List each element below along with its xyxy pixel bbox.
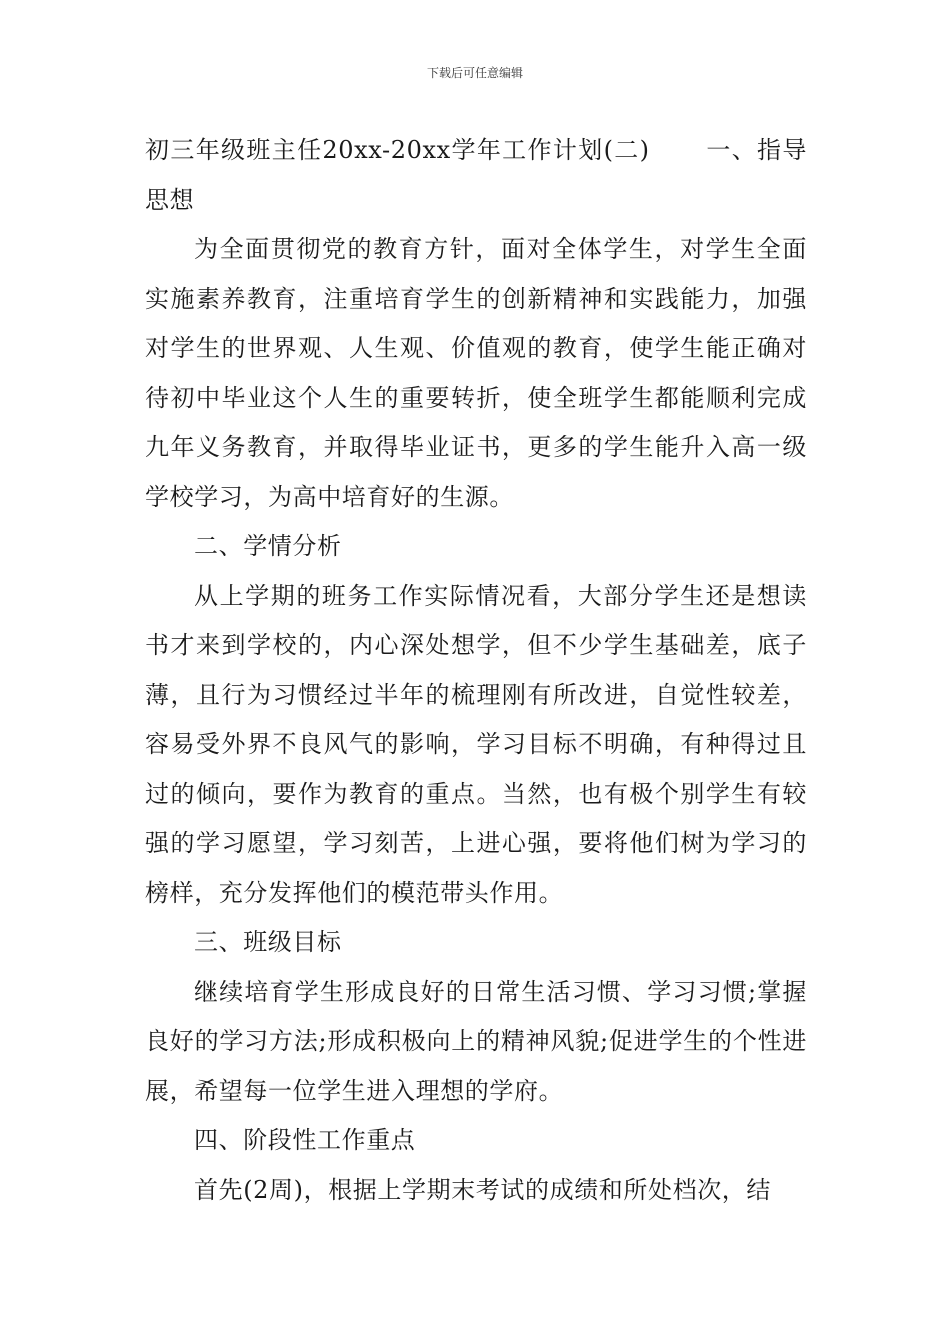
- section-2-heading: 二、学情分析: [194, 532, 342, 560]
- section-4-heading: 四、阶段性工作重点: [194, 1126, 416, 1154]
- document-body: [145, 126, 807, 1215]
- document-title-line: [145, 126, 807, 225]
- page-header: 下载后可任意编辑: [426, 66, 523, 80]
- section-1-paragraph: 为全面贯彻党的教育方针，面对全体学生，对学生全面实施素养教育，注重培育学生的创新精神和实践能力，加强对学生的世界观、人生观、价值观的教育，使学生能正确对待初中毕业这个人生的重要转折，使全班学生都能顺利完成九年义务教育，并取得毕业证书，更多的学生能升入高一级学校学习，为高中培育好的生源。: [145, 235, 807, 511]
- section-3-paragraph: 继续培育学生形成良好的日常生活习惯、学习习惯;掌握良好的学习方法;形成积极向上的精神风貌;促进学生的个性进展，希望每一位学生进入理想的学府。: [145, 977, 807, 1105]
- document-title: 初三年级班主任20xx-20xx学年工作计划(二): [145, 136, 650, 164]
- section-2-paragraph: 从上学期的班务工作实际情况看，大部分学生还是想读书才来到学校的，内心深处想学，但不少学生基础差，底子薄，且行为习惯经过半年的梳理刚有所改进，自觉性较差，容易受外界不良风气的影响，学习目标不明确，有种得过且过的倾向，要作为教育的重点。当然，也有极个别学生有较强的学习愿望，学习刻苦，上进心强，要将他们树为学习的榜样，充分发挥他们的模范带头作用。: [145, 581, 807, 907]
- section-1-heading: 一、指导思想: [145, 136, 807, 214]
- section-3-heading: 三、班级目标: [194, 928, 342, 956]
- section-4-paragraph: 首先(2周)，根据上学期末考试的成绩和所处档次，结: [194, 1175, 771, 1204]
